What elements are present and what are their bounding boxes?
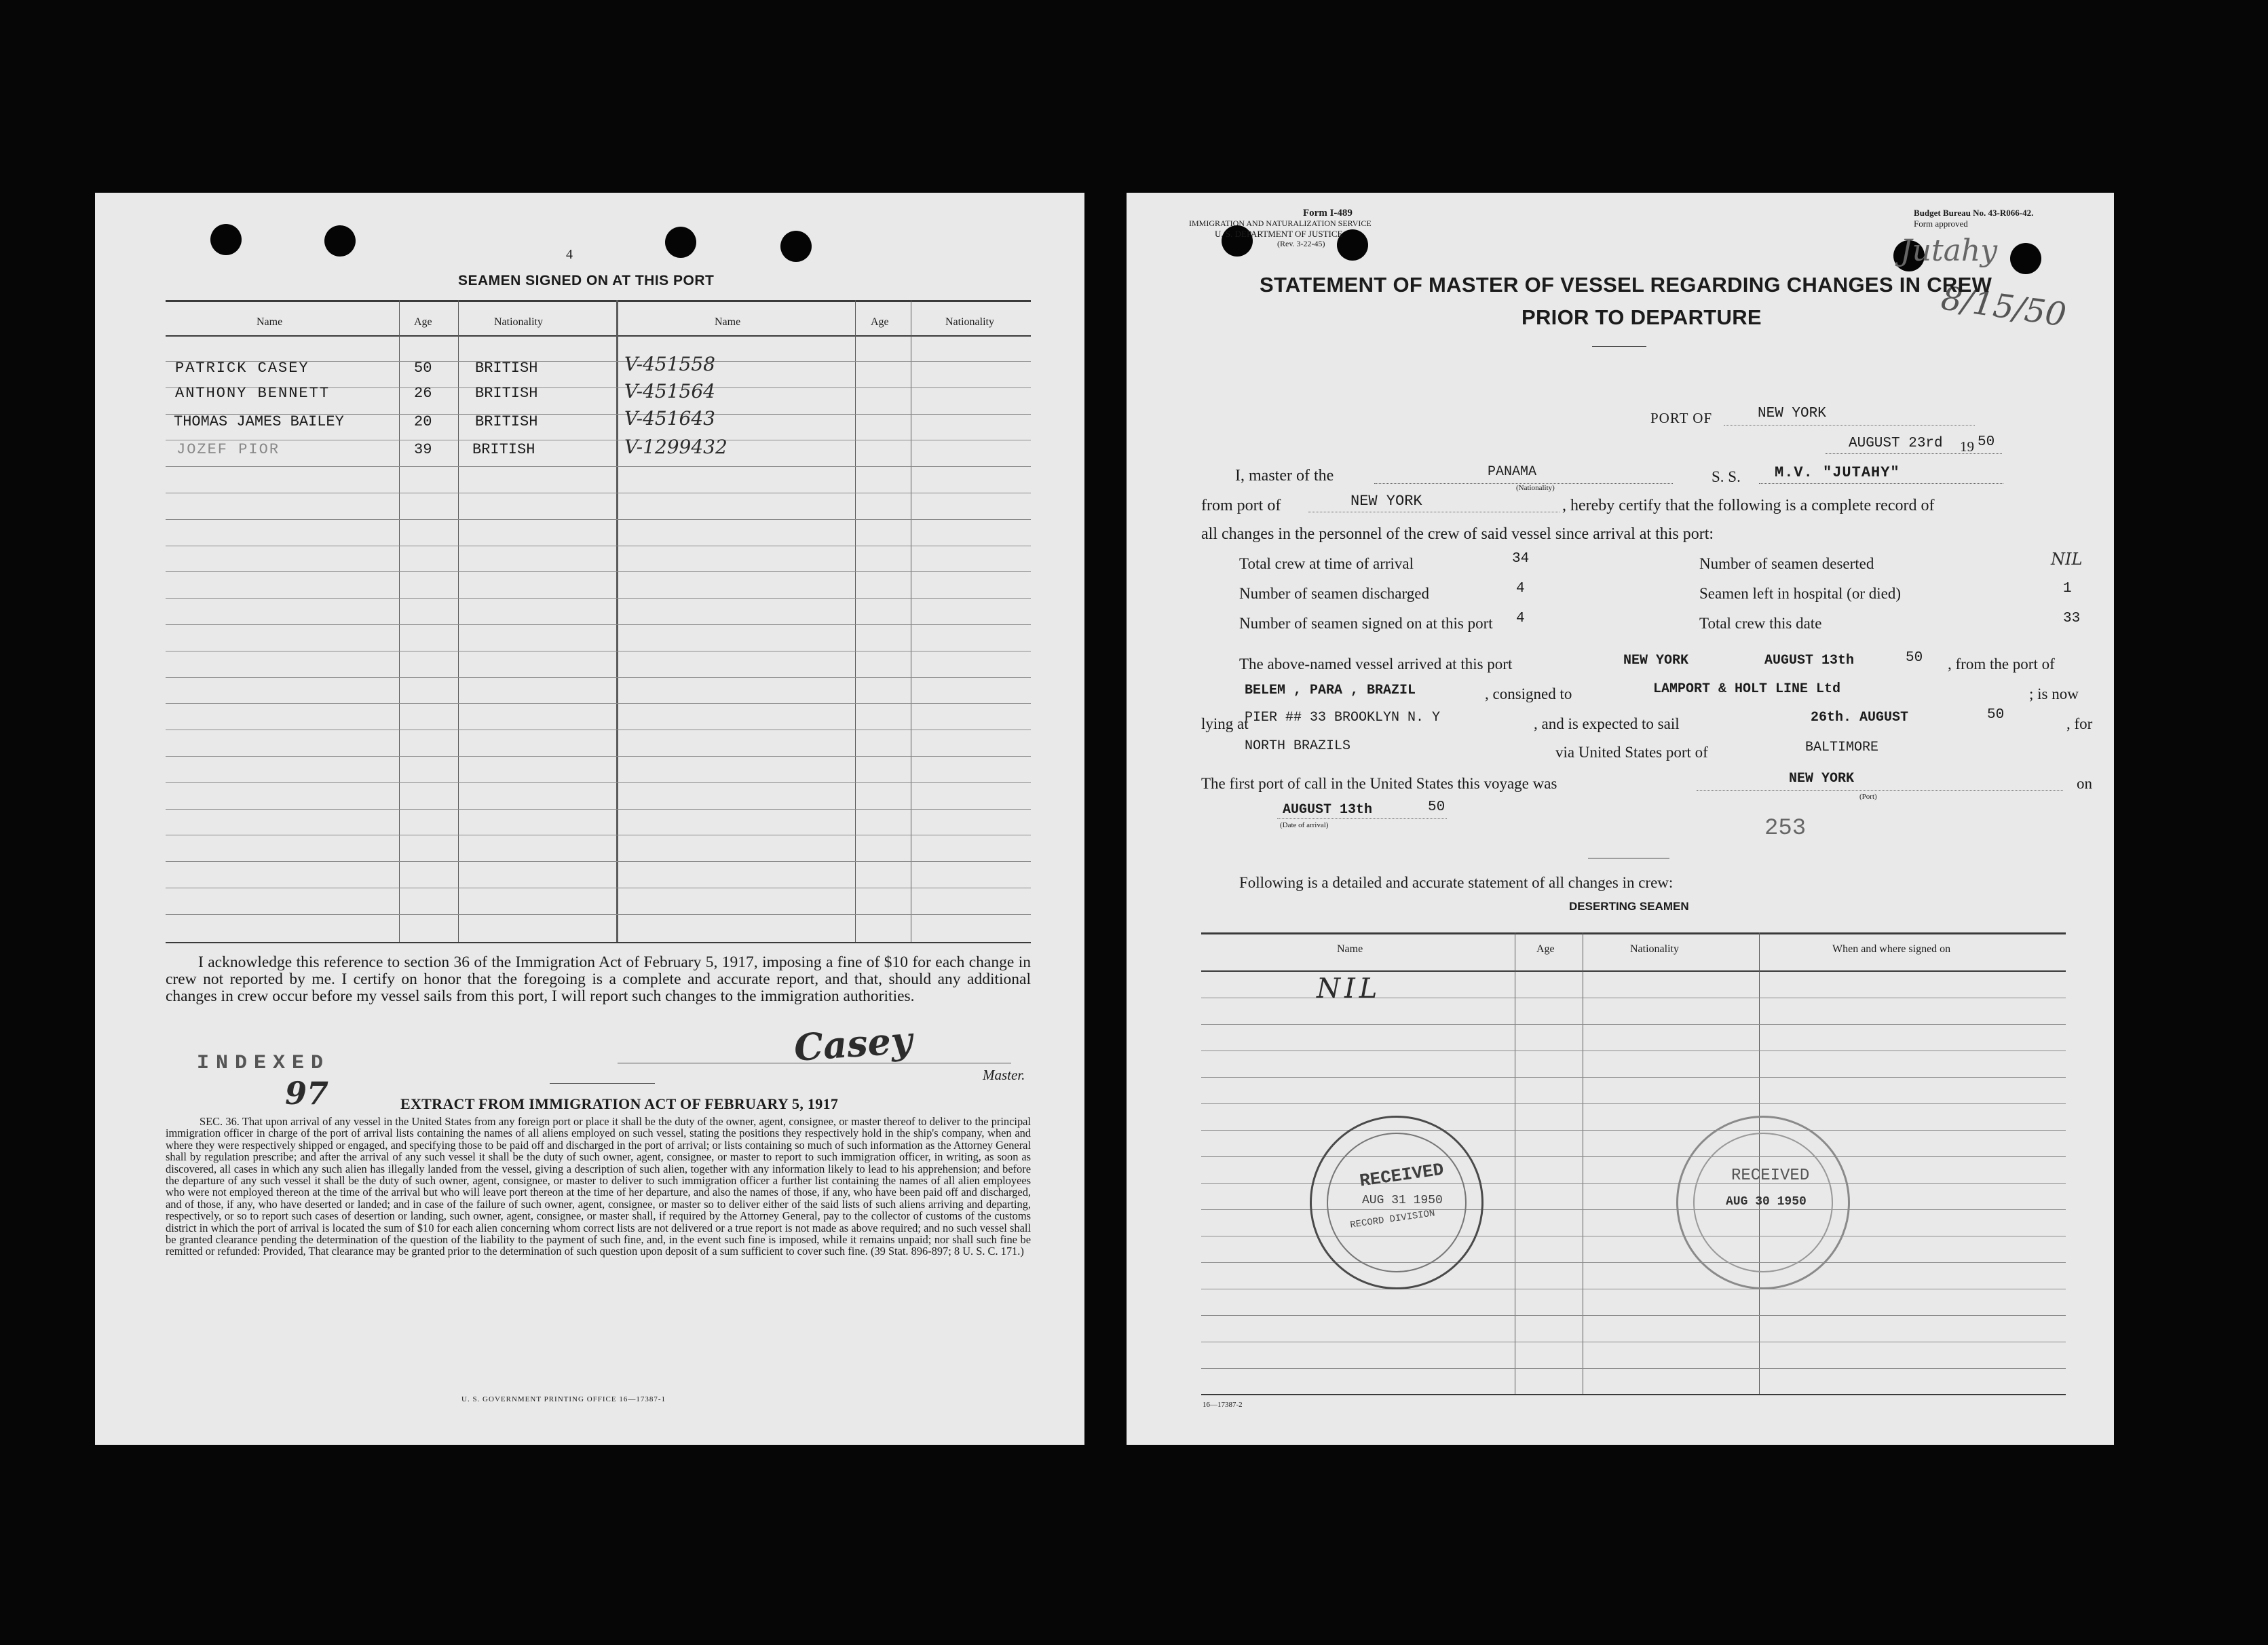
- punch-hole: [2010, 243, 2041, 274]
- acknowledgment-text: I acknowledge this reference to section 36 of the Immigration Act of February 5, 1917, imposing a fine of $10 for each change in crew not reported by me. I certify on honor that the foregoing is a complete and accurate report, and that, should any additional changes in crew occur before my vessel sails from this port, I will report such changes to the immigration authorities.: [166, 953, 1031, 1005]
- column-divider: [616, 300, 618, 942]
- for-label: , for: [2066, 715, 2093, 732]
- page-number: 4: [566, 247, 573, 262]
- table-row-rule: [166, 598, 1031, 599]
- year-prefix: 19: [1960, 438, 1974, 455]
- arrived-port: NEW YORK: [1623, 653, 1689, 668]
- header-nationality: Nationality: [494, 316, 543, 328]
- seaman-ref-number: V-451558: [624, 353, 715, 375]
- indexed-mark: 97: [285, 1075, 329, 1112]
- extract-rule: [550, 1083, 655, 1084]
- date-arrival-caption: (Date of arrival): [1280, 821, 1329, 829]
- budget-bureau-number: Budget Bureau No. 43-R066-42.: [1914, 208, 2034, 218]
- arrived-year: 50: [1906, 650, 1923, 666]
- deserting-table-top-rule: [1201, 932, 2066, 934]
- sail-year: 50: [1987, 707, 2005, 723]
- certify-text-1: , hereby certify that the following is a complete record of: [1562, 497, 1935, 514]
- seaman-ref-number: V-1299432: [624, 436, 727, 458]
- discharged-label: Number of seamen discharged: [1239, 585, 1429, 602]
- gpo-footer: U. S. GOVERNMENT PRINTING OFFICE 16—17387-1: [461, 1395, 666, 1403]
- first-call-line: [1697, 790, 2063, 791]
- table-row-rule: [166, 782, 1031, 783]
- column-divider: [399, 300, 400, 942]
- deserting-header-age: Age: [1536, 943, 1555, 955]
- seaman-nationality: BRITISH: [475, 413, 538, 430]
- port-of-label: PORT OF: [1650, 410, 1713, 426]
- seaman-age: 26: [414, 385, 432, 402]
- punch-hole: [780, 231, 812, 262]
- table-row-rule: [166, 466, 1031, 467]
- lying-at-label: lying at: [1201, 715, 1249, 732]
- arrived-label: The above-named vessel arrived at this port: [1239, 656, 1513, 673]
- signed-on-value: 4: [1516, 611, 1525, 626]
- arrived-date: AUGUST 13th: [1764, 653, 1855, 668]
- table-row-rule: [166, 703, 1031, 704]
- master-signature: Casey: [792, 1018, 914, 1070]
- stamp-date: AUG 31 1950: [1362, 1194, 1443, 1207]
- from-the-port-label: , from the port of: [1948, 656, 2055, 673]
- punch-hole: [210, 224, 242, 255]
- form-title-line-2: PRIOR TO DEPARTURE: [1522, 305, 1762, 329]
- via-port: BALTIMORE: [1805, 740, 1879, 755]
- agency-line-2: U. S. DEPARTMENT OF JUSTICE: [1215, 229, 1343, 239]
- deserting-header-nationality: Nationality: [1630, 943, 1679, 955]
- deserting-header-signed-on: When and where signed on: [1832, 943, 1951, 955]
- deserting-title: DESERTING SEAMEN: [1569, 900, 1689, 913]
- destination: NORTH BRAZILS: [1245, 738, 1351, 754]
- stamp-division: RECORD DIVISION: [1349, 1208, 1436, 1231]
- column-divider: [855, 300, 856, 942]
- table-row-rule: [1201, 1077, 2066, 1078]
- left-page: [95, 193, 1084, 1445]
- total-crew-date-label: Total crew this date: [1699, 615, 1822, 632]
- discharged-value: 4: [1516, 581, 1525, 597]
- stamp-received-text: RECEIVED: [1731, 1167, 1810, 1185]
- extract-text: SEC. 36. That upon arrival of any vessel in the United States from any foreign port or place it shall be the duty of the owner, agent, consignee, or master thereof to deliver to the principal immigration officer in charge of the port of arrival lists containing the names of all aliens employed on such vessel, stating the positions they respectively hold in the ship's company, when and where they were respectively shipped or engaged, and specifying those to be paid off and discharged in the port of arrival; or lists containing so much of such information as the Attorney General shall by regulation prescribe; and after the arrival of any such vessel it shall be the duty of such owner, agent, consignee, or master to report to such immigration officer, in writing, as soon as discovered, all cases in which any such alien has illegally landed from the vessel, giving a description of such alien, together with any information likely to lead to his apprehension; and before the departure of any such vessel it shall be the duty of such owner, agent, consignee, or master to deliver to such immigration officer a further list containing the names of all alien employees who were not employed thereon at the time of the arrival but who will leave port thereon at the time of her departure, and also the names of those, if any, who have been paid off and discharged, and of those, if any, who have deserted or landed; and in case of the failure of such owner, agent, consignee, or master so to deliver either of the said lists of such aliens arriving and departing, respectively, or so to report such cases of desertion or landing, such owner, agent, consignee, or master shall, if required by the Attorney General, pay to the collector of customs of the customs district in which the port of arrival is located the sum of $10 for each alien concerning whom correct lists are not delivered or a true report is not made as above required; and no such vessel shall be granted clearance pending the determination of the question of the liability to the payment of such fine, and, in the event such fine is imposed, while it remains unpaid; nor shall such fine be remitted or refunded: Provided, That clearance may be granted prior to the determination of such question upon deposit of a sum sufficient to cover such fine. (39 Stat. 896-897; 8 U. S. C. 171.): [166, 1115, 1031, 1258]
- seaman-age: 39: [414, 441, 432, 458]
- punch-hole: [665, 227, 696, 258]
- extract-title: EXTRACT FROM IMMIGRATION ACT OF FEBRUARY 5, 1917: [400, 1095, 839, 1112]
- origin-port: BELEM , PARA , BRAZIL: [1245, 683, 1416, 698]
- nationality-caption: (Nationality): [1516, 484, 1555, 492]
- seaman-nationality: BRITISH: [475, 385, 538, 402]
- table-row-rule: [1201, 1024, 2066, 1025]
- agency-line-1: IMMIGRATION AND NATURALIZATION SERVICE: [1189, 219, 1372, 228]
- consigned-label: , consigned to: [1485, 685, 1572, 702]
- signed-on-label: Number of seamen signed on at this port: [1239, 615, 1493, 632]
- sail-date: 26th. AUGUST: [1811, 710, 1909, 725]
- table-row-rule: [166, 861, 1031, 862]
- seaman-age: 20: [414, 413, 432, 430]
- stamp-received-text: RECEIVED: [1358, 1159, 1445, 1192]
- seaman-nationality: BRITISH: [475, 360, 538, 377]
- table-row-rule: [1201, 1315, 2066, 1316]
- seaman-ref-number: V-451643: [624, 407, 715, 430]
- first-call-label: The first port of call in the United States this voyage was: [1201, 775, 1557, 792]
- seaman-name: ANTHONY BENNETT: [175, 385, 330, 402]
- table-row-rule: [166, 677, 1031, 678]
- indexed-stamp: INDEXED: [197, 1052, 330, 1075]
- table-row-rule: [166, 624, 1031, 625]
- is-now-label: ; is now: [2029, 685, 2079, 702]
- header-name: Name: [257, 316, 283, 328]
- stamped-number: 253: [1764, 816, 1807, 842]
- total-crew-date-value: 33: [2063, 611, 2081, 626]
- first-call-port: NEW YORK: [1789, 771, 1855, 787]
- master-of-label: I, master of the: [1235, 467, 1334, 485]
- first-call-year: 50: [1428, 799, 1445, 815]
- ss-label: S. S.: [1712, 468, 1741, 485]
- on-label: on: [2077, 775, 2092, 792]
- table-row-rule: [1201, 1103, 2066, 1104]
- received-stamp: [1310, 1116, 1483, 1289]
- right-page: [1127, 193, 2114, 1445]
- nationality-line: [1374, 483, 1673, 484]
- form-revision: (Rev. 3-22-45): [1277, 239, 1325, 248]
- table-row-rule: [166, 571, 1031, 572]
- table-row-rule: [1201, 1368, 2066, 1369]
- form-approved: Form approved: [1914, 219, 1968, 229]
- port-caption: (Port): [1859, 793, 1877, 801]
- year-value: 50: [1978, 434, 1995, 450]
- stamp-date: AUG 30 1950: [1726, 1195, 1807, 1209]
- table-header-rule: [166, 335, 1031, 337]
- seaman-nationality: BRITISH: [472, 441, 535, 458]
- seaman-name: JOZEF PIOR: [176, 441, 280, 458]
- seaman-ref-number: V-451564: [624, 380, 715, 402]
- from-port-label: from port of: [1201, 497, 1281, 514]
- header-age-2: Age: [871, 316, 889, 328]
- seaman-name: THOMAS JAMES BAILEY: [174, 413, 344, 430]
- certify-text-2: all changes in the personnel of the crew of said vessel since arrival at this port:: [1201, 525, 1714, 543]
- title-rule: [1592, 346, 1646, 347]
- table-top-rule: [166, 300, 1031, 302]
- nationality-value: PANAMA: [1488, 464, 1537, 480]
- header-age: Age: [414, 316, 432, 328]
- table-row-rule: [1201, 1262, 2066, 1263]
- received-stamp: [1676, 1116, 1850, 1289]
- hospital-label: Seamen left in hospital (or died): [1699, 585, 1902, 602]
- total-crew-arrival-value: 34: [1512, 551, 1530, 567]
- table-row-rule: [166, 914, 1031, 915]
- form-id: Form I-489: [1303, 208, 1353, 219]
- deserting-table-bottom-rule: [1201, 1394, 2066, 1395]
- from-port-value: NEW YORK: [1350, 493, 1422, 510]
- first-call-date: AUGUST 13th: [1283, 802, 1373, 818]
- vessel-line: [1759, 483, 2003, 484]
- punch-hole: [324, 225, 356, 257]
- deserted-value: NIL: [2051, 550, 2083, 569]
- date-line: [1826, 453, 2002, 454]
- handwritten-date-note: 8/15/50: [1939, 279, 2069, 335]
- following-text: Following is a detailed and accurate statement of all changes in crew:: [1239, 874, 1674, 891]
- master-label: Master.: [983, 1067, 1025, 1083]
- table-row-rule: [166, 756, 1031, 757]
- form-footer: 16—17387-2: [1203, 1401, 1243, 1409]
- header-nationality-2: Nationality: [945, 316, 994, 328]
- column-divider: [458, 300, 459, 942]
- seaman-name: PATRICK CASEY: [175, 360, 309, 377]
- form-title-line-1: STATEMENT OF MASTER OF VESSEL REGARDING CHANGES IN CREW: [1260, 273, 1992, 297]
- vessel-name: M.V. "JUTAHY": [1775, 464, 1900, 481]
- table-row-rule: [166, 809, 1031, 810]
- port-of-value: NEW YORK: [1758, 406, 1826, 421]
- expected-label: , and is expected to sail: [1534, 715, 1680, 732]
- seaman-age: 50: [414, 360, 432, 377]
- table-bottom-rule: [166, 942, 1031, 943]
- port-of-line: [1724, 425, 1975, 426]
- date-value: AUGUST 23rd: [1849, 436, 1943, 451]
- consignee: LAMPORT & HOLT LINE Ltd: [1653, 681, 1841, 697]
- deserting-header-name: Name: [1337, 943, 1363, 955]
- section-title: SEAMEN SIGNED ON AT THIS PORT: [458, 273, 715, 288]
- via-label: via United States port of: [1555, 744, 1708, 761]
- handwritten-vessel-note: Jutahy: [1900, 233, 1998, 268]
- lying-at-value: PIER ## 33 BROOKLYN N. Y: [1245, 710, 1441, 725]
- header-name-2: Name: [715, 316, 741, 328]
- deserting-table-header-rule: [1201, 970, 2066, 972]
- table-row-rule: [166, 519, 1031, 520]
- deserting-entry: NIL: [1317, 973, 1382, 1004]
- first-call-date-line: [1277, 818, 1447, 819]
- table-row-rule: [1201, 1130, 2066, 1131]
- total-crew-arrival-label: Total crew at time of arrival: [1239, 555, 1414, 572]
- deserted-label: Number of seamen deserted: [1699, 555, 1874, 572]
- hospital-value: 1: [2063, 581, 2072, 597]
